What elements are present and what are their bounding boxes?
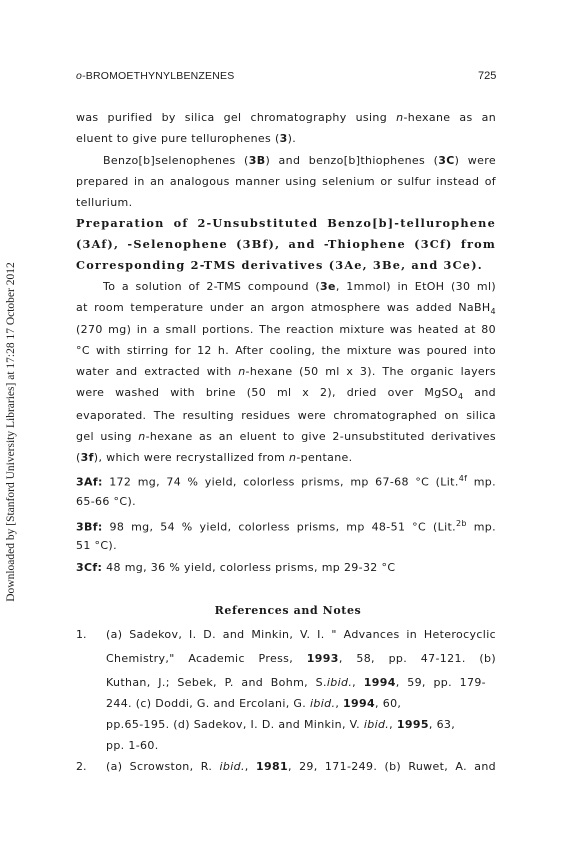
text-run: ibid.: [219, 760, 245, 773]
text-run: 1995: [396, 718, 429, 731]
text-run: n: [289, 451, 297, 464]
subscript: 4: [490, 307, 496, 317]
text-run: , 58, pp. 47-121. (b): [338, 652, 497, 665]
text-run: (: [76, 451, 81, 464]
text-run: ,: [244, 760, 256, 773]
compound-entry-cont: 51 °C).: [76, 539, 117, 552]
text-run: 244. (c) Doddi, G. and Ercolani, G.: [106, 697, 310, 710]
body-line: °C with stirring for 12 h. After cooling, the mixture was poured into: [76, 344, 496, 357]
text-run: n: [396, 111, 404, 124]
compound-label: 3Cf:: [76, 561, 103, 574]
text-run: Kuthan, J.; Sebek, P. and Bohm, S.: [106, 676, 327, 689]
superscript: 2b: [455, 519, 467, 528]
reference-line: [106, 676, 486, 689]
text-run: ibid.: [309, 697, 336, 710]
body-line: [103, 280, 496, 293]
text-run: -hexane as an: [403, 111, 497, 124]
text-run: and: [463, 386, 496, 399]
reference-line: [106, 718, 455, 731]
text-run: mp.: [466, 520, 496, 534]
text-run: 3C: [438, 154, 455, 167]
text-run: (a) Scrowston, R.: [106, 760, 220, 773]
text-run: gel using: [76, 430, 139, 443]
text-run: , 59, pp. 179-: [395, 676, 487, 689]
download-note: Downloaded by [Stanford University Libraries] at 17:28 17 October 2012: [5, 262, 17, 602]
body-line: [76, 132, 296, 145]
section-heading: (3Af), -Selenophene (3Bf), and -Thiophene (3Cf) from: [76, 237, 496, 251]
text-run: ).: [287, 132, 297, 145]
text-run: 1981: [255, 760, 288, 773]
text-run: 3f: [80, 451, 94, 464]
body-line: (270 mg) in a small portions. The reaction mixture was heated at 80: [76, 323, 496, 336]
reference-line: (a) Sadekov, I. D. and Minkin, V. I. " Advances in Heterocyclic: [106, 628, 496, 641]
text-run: ibid.: [363, 718, 390, 731]
text-run: Benzo[b]selenophenes (: [103, 154, 249, 167]
text-run: ) and benzo[b]thiophenes (: [265, 154, 439, 167]
text-run: mp.: [467, 475, 496, 489]
text-run: , 60,: [375, 697, 402, 710]
text-run: Chemistry," Academic Press,: [106, 652, 307, 665]
subscript: 4: [457, 392, 464, 402]
body-line: prepared in an analogous manner using selenium or sulfur instead of: [76, 175, 496, 188]
body-line: [76, 111, 496, 124]
compound-entry-cont: 65-66 °C).: [76, 495, 136, 508]
section-heading: Corresponding 2-TMS derivatives (3Ae, 3Be, and 3Ce).: [76, 258, 483, 272]
text-run: ,: [335, 697, 344, 710]
text-run: pp.65-195. (d) Sadekov, I. D. and Minkin, V.: [106, 718, 364, 731]
text-run: at room temperature under an argon atmosphere was added NaBH: [76, 301, 491, 314]
text-run: 172 mg, 74 % yield, colorless prisms, mp 67-68 °C (Lit.: [102, 475, 459, 489]
text-run: , 63,: [428, 718, 456, 731]
body-line: [76, 451, 353, 464]
text-run: ,: [352, 676, 364, 689]
compound-entry: [76, 519, 496, 534]
text-run: was purified by silica gel chromatography using: [76, 111, 388, 124]
text-run: -pentane.: [296, 451, 353, 464]
download-watermark: [0, 0, 22, 864]
running-header: [76, 70, 234, 82]
reference-line: [106, 652, 496, 665]
body-line: [76, 301, 496, 316]
text-run: eluent to give pure tellurophenes (: [76, 132, 280, 145]
reference-line: pp. 1-60.: [106, 739, 159, 752]
body-line: tellurium.: [76, 196, 133, 209]
page-number: 725: [478, 70, 497, 82]
text-run: were washed with brine (50 ml x 2), dried over MgSO: [76, 386, 458, 399]
body-line: [76, 365, 496, 378]
reference-number: 2.: [76, 760, 87, 773]
text-run: 1994: [363, 676, 396, 689]
compound-label: 3Bf:: [76, 520, 103, 534]
body-line: evaporated. The resulting residues were chromatographed on silica: [76, 409, 496, 422]
text-run: ,: [389, 718, 397, 731]
text-run: 3B: [248, 154, 266, 167]
body-line: [76, 430, 496, 443]
section-heading: Preparation of 2-Unsubstituted Benzo[b]-tellurophene: [76, 216, 496, 230]
superscript: 4f: [458, 474, 468, 483]
body-line: [103, 154, 496, 167]
text-run: n: [138, 430, 146, 443]
text-run: n: [238, 365, 246, 378]
reference-line: [106, 697, 401, 710]
text-run: water and extracted with: [76, 365, 239, 378]
text-run: , 1mmol) in EtOH (30 ml): [335, 280, 496, 293]
body-line: [76, 386, 496, 401]
compound-entry: [76, 474, 496, 489]
compound-entry: [76, 561, 395, 574]
text-run: 3: [279, 132, 288, 145]
text-run: ), which were recrystallized from: [93, 451, 290, 464]
reference-line: [106, 760, 496, 773]
references-title: References and Notes: [214, 604, 362, 617]
compound-label: 3Af:: [76, 475, 103, 489]
text-run: ibid.: [326, 676, 353, 689]
text-run: 1994: [343, 697, 376, 710]
header-title: BROMOETHYNYLBENZENES: [85, 70, 235, 82]
text-run: 3e: [320, 280, 336, 293]
text-run: 98 mg, 54 % yield, colorless prisms, mp 48-51 °C (Lit.: [102, 520, 456, 534]
text-run: 1993: [306, 652, 339, 665]
text-run: -hexane as an eluent to give 2-unsubstituted derivatives: [145, 430, 496, 443]
text-run: To a solution of 2-TMS compound (: [103, 280, 321, 293]
text-run: ) were: [454, 154, 496, 167]
text-run: , 29, 171-249. (b) Ruwet, A. and: [287, 760, 496, 773]
header-prefix: o-: [76, 70, 86, 82]
reference-number: 1.: [76, 628, 87, 641]
text-run: -hexane (50 ml x 3). The organic layers: [245, 365, 496, 378]
text-run: 48 mg, 36 % yield, colorless prisms, mp 29-32 °C: [102, 561, 396, 574]
